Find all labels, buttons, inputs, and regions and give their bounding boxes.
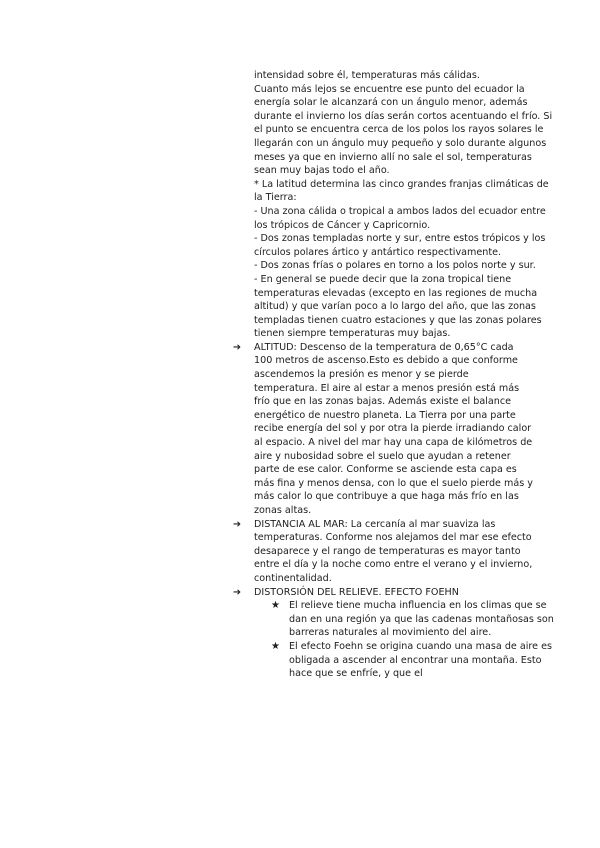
star-icon: ★ <box>271 600 280 612</box>
factor-altitude <box>233 341 533 518</box>
relief-points <box>254 599 554 681</box>
relief-point-text: El efecto Foehn se origina cuando una masa de aire es obligada a ascender al encontrar una montaña. Esto hace que se enfríe, y que el <box>289 640 553 680</box>
relief-point <box>254 599 554 640</box>
arrow-icon: ➔ <box>233 341 242 353</box>
arrow-icon: ➔ <box>233 518 242 530</box>
latitude-note: * La latitud determina las cinco grandes franjas climáticas de la Tierra: <box>254 178 549 204</box>
relief-point <box>254 640 554 681</box>
intro-paragraph: Cuanto más lejos se encuentre ese punto del ecuador la energía solar le alcanzará con un ángulo menor, además durante el invierno los días serán cortos acentuando el frío. Si el punto se encuentra cerca de los polos los rayos solares le llegarán con un ángulo muy pequeño y solo durante algunos meses ya que en invierno allí no sale el sol, temperaturas sean muy bajas todo el año. <box>254 83 553 177</box>
relief-point-text: El relieve tiene mucha influencia en los climas que se dan en una región ya que las cadenas montañosas son barreras naturales al movimiento del aire. <box>289 600 554 639</box>
zone-tropical: - Una zona cálida o tropical a ambos lados del ecuador entre los trópicos de Cáncer y Capricornio. <box>254 205 546 231</box>
intro-line: intensidad sobre él, temperaturas más cálidas. <box>254 70 480 81</box>
zone-polar: - Dos zonas frías o polares en torno a los polos norte y sur. <box>254 260 536 272</box>
factor-altitude-text: ALTITUD: Descenso de la temperatura de 0,65°C cada 100 metros de ascenso.Esto es debido a que conforme ascendemos la presión es menor y se pierde temperatura. El aire al estar a menos presión está más frío que en las zonas bajas. Además existe el balance energético de nuestro planeta. La Tierra por una parte recibe energía del sol y por otra la pierde irradiando calor al espacio. A nivel del mar hay una capa de kilómetros de aire y nubosidad sobre el suelo que ayudan a retener parte de ese calor. Conforme se asciende esta capa es más fina y menos densa, con lo que el suelo pierde más y más calor lo que contribuye a que haga más frío en las zonas altas. <box>254 341 533 516</box>
factor-relief <box>233 586 533 600</box>
star-icon: ★ <box>271 640 280 652</box>
arrow-icon: ➔ <box>233 586 242 598</box>
document-text <box>233 69 554 681</box>
factor-sea-distance <box>233 518 533 586</box>
zones-summary: - En general se puede decir que la zona tropical tiene temperaturas elevadas (excepto en las regiones de mucha altitud) y que varían poco a lo largo del año, que las zonas templadas tienen cuatro estaciones y que las zonas polares tienen siempre temperaturas muy bajas. <box>254 273 542 340</box>
factor-sea-distance-text: DISTANCIA AL MAR: La cercanía al mar suaviza las temperaturas. Conforme nos alejamos del mar ese efecto desaparece y el rango de temperaturas es mayor tanto entre el día y la noche como entre el verano y el invierno, continentalidad. <box>254 518 533 584</box>
factor-relief-text: DISTORSIÓN DEL RELIEVE. EFECTO FOEHN <box>254 586 459 598</box>
zone-temperate: - Dos zonas templadas norte y sur, entre estos trópicos y los círculos polares ártico y antártico respectivamente. <box>254 233 546 258</box>
